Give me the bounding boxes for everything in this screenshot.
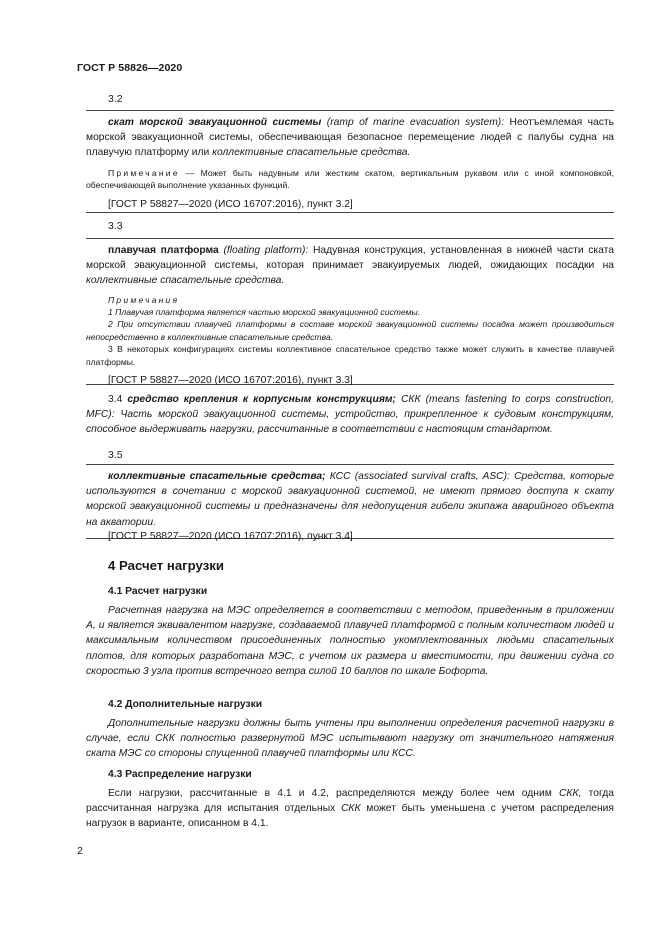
section-heading: 4 Расчет нагрузки: [108, 558, 224, 573]
term-definition: 3.4 средство крепления к корпусным конструкциям; СКК (means fastening to corps construction, MFC): Часть морской эвакуационной системы, устройство, прикрепленное к судовым конструкциям, способное выдерживать нагрузки, рассчитанные в соответствии с настоящим стандартом.: [86, 394, 614, 436]
page-number: 2: [77, 845, 83, 857]
term-number: 3.2: [108, 93, 123, 105]
term-source: [ГОСТ Р 58827—2020 (ИСО 16707:2016), пункт 3.2]: [108, 199, 353, 211]
term-box-3-3: [86, 238, 614, 385]
standard-header: ГОСТ Р 58826—2020: [77, 62, 183, 74]
term-definition: плавучая платформа (floating platform): Надувная конструкция, установленная в нижней части ската морской эвакуационной системы, которая принимает эвакуируемых людей, ожидающих посадки на коллективные спасательные средства.: [86, 245, 614, 287]
term-definition: коллективные спасательные средства; КСС (associated survival crafts, ASC): Средства, которые используются в сочетании с морской эвакуационной системой, не имеют прямого доступа к скату морской эвакуационной системы и предназначены для недопущения гибели экипажа аварийного объекта на акватории.: [86, 471, 614, 528]
term-3-4: [86, 392, 614, 438]
term-note: Примечание — Может быть надувным или жестким скатом, вертикальным рукавом или с иной компоновкой, обеспечивающей выполнение указанных функций.: [86, 167, 614, 191]
term-box-3-2: [86, 110, 614, 213]
paragraph-4-3: Если нагрузки, рассчитанные в 4.1 и 4.2, распределяются между более чем одним СКК, тогда рассчитанная нагрузка для испытания отдельных СКК может быть уменьшена с учетом распределения нагрузок в варианте, описанном в 4.1.: [86, 788, 614, 830]
term-note: 2 При отсутствии плавучей платформы в составе морской эвакуационной системы посадка может производиться непосредственно в коллективные спасательные средства.: [86, 319, 614, 342]
term-note: 1 Плавучая платформа является частью морской эвакуационной системы.: [108, 307, 421, 318]
term-note: 3 В некоторых конфигурациях системы коллективное спасательное средство также может служить в качестве плавучей платформы.: [86, 344, 614, 367]
term-box-3-5: [86, 464, 614, 542]
term-source: [ГОСТ Р 58827—2020 (ИСО 16707:2016), пункт 3.4]: [108, 530, 353, 542]
paragraph-4-2: Дополнительные нагрузки должны быть учтены при выполнении определения расчетной нагрузки в случае, если СКК полностью развернутой МЭС испытывают нагрузку от значительного натяжения ската МЭС со стороны спущенной плавучей платформы или КСС.: [86, 718, 614, 760]
subsection-heading: 4.3 Распределение нагрузки: [108, 769, 252, 780]
paragraph-4-1: Расчетная нагрузка на МЭС определяется в соответствии с методом, приведенным в приложении А, и является эквивалентом нагрузке, создаваемой плавучей платформой с полным количеством людей и максимальным количеством присоединенных полностью укомплектованных людьми спасательных плотов, для которых разработана МЭС, с учетом их размера и вместимости, при движении судна со скоростью 3 узла против встречного ветра силой 10 баллов по шкале Бофорта.: [86, 605, 614, 677]
term-source: [ГОСТ Р 58827—2020 (ИСО 16707:2016), пункт 3.3]: [108, 375, 353, 387]
term-number: 3.3: [108, 220, 123, 232]
term-number: 3.5: [108, 449, 123, 461]
subsection-heading: 4.2 Дополнительные нагрузки: [108, 699, 263, 710]
term-definition: скат морской эвакуационной системы (ramp of marine evacuation system): Неотъемлемая часть морской эвакуационной системы, обеспечивающая безопасное перемещение людей с палубы судна на плавучую платформу или коллективные спасательные средства.: [86, 117, 614, 159]
subsection-heading: 4.1 Расчет нагрузки: [108, 586, 208, 597]
notes-label: Примечания: [108, 294, 180, 305]
